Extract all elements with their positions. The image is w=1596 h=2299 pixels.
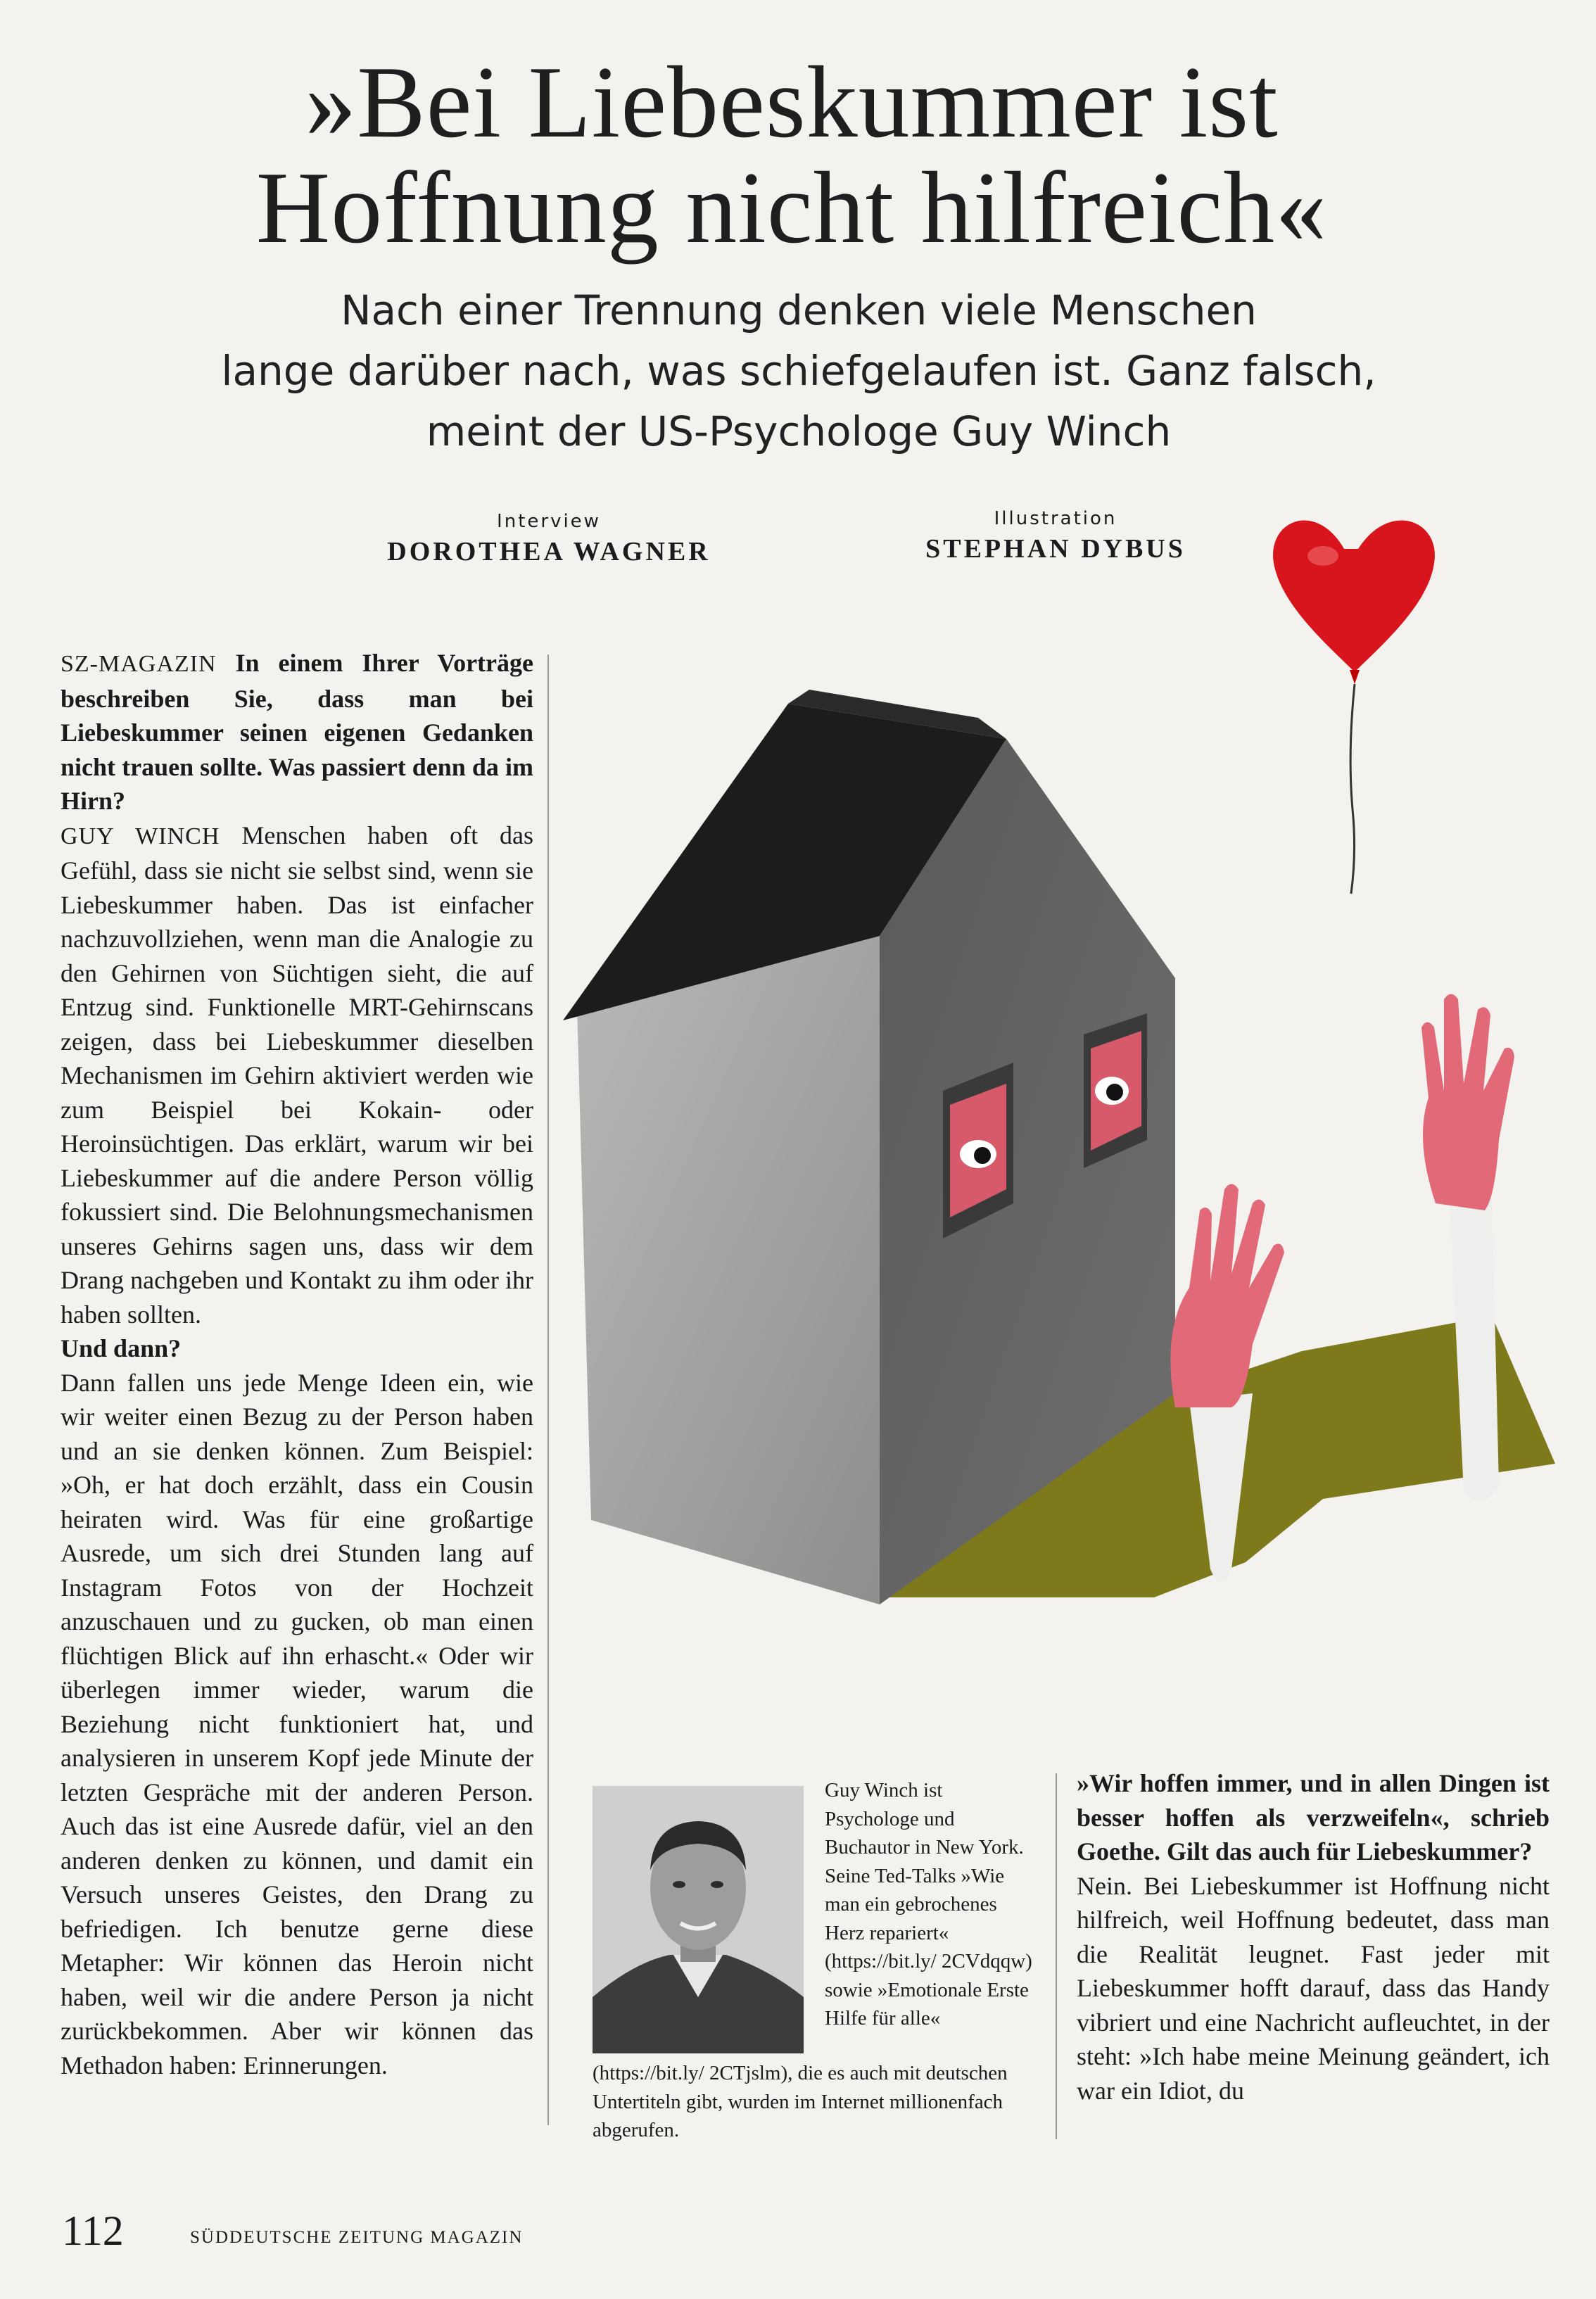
headline-line-2: Hoffnung nicht hilfreich« [255, 151, 1328, 265]
article-headline [106, 45, 1478, 265]
answer-1: Menschen haben oft das Gefühl, dass sie nicht sie selbst sind, wenn sie Liebeskummer haben. Das ist einfacher nachzuvollziehen, wenn man die Analogie zu den Gehirnen von Süchtigen sieht, die auf Entzug sind. Funktionelle MRT-Gehirnscans zeigen, dass bei Liebeskummer dieselben Mechanismen im Gehirn aktiviert werden wie zum Beispiel bei Kokain- oder Heroinsüchtigen. Das erklärt, warum wir bei Liebeskummer auf die andere Person völlig fokussiert sind. Die Belohnungsmechanismen unseres Gehirns sagen uns, dass wir dem Drang nachgeben und Kontakt zu ihm oder ihr haben sollten. [61, 821, 534, 1329]
photo-caption-side: Guy Winch ist Psychologe und Buchautor in New York. Seine Ted-Talks »Wie man ein gebrochenes Herz repariert« (https://bit.ly/ 2CVdqqw) sowie »Emotionale Erste Hilfe für alle« [825, 1779, 1032, 2029]
answer-2: Dann fallen uns jede Menge Ideen ein, wie wir weiter einen Bezug zu der Person haben und an sie denken können. Zum Beispiel: »Oh, er hat doch erzählt, dass ein Cousin heiraten wird. Was für eine großartige Ausrede, um sich drei Stunden lang auf Instagram Fotos von der Hochzeit anzuschauen und zu gucken, ob man einen flüchtigen Blick auf ihn erhascht.« Oder wir überlegen immer wieder, warum die Beziehung nicht funktioniert hat, und analysieren in unserem Kopf jede Minute der letzten Gespräche mit der anderen Person. Auch das ist eine Ausrede dafür, viel an den anderen denken zu können, und damit ein Versuch unseres Geistes, den Drang zu befriedigen. Ich benutze gerne diese Metapher: Wir können das Heroin nicht haben, weil wir die andere Person ja nicht zurückbekommen. Aber wir können das Methadon haben: Erinnerungen. [61, 1368, 533, 2079]
question-1: In einem Ihrer Vorträge beschreiben Sie, dass man bei Liebeskummer seinen eigenen Gedanken nicht trauen sollte. Was passiert denn da im Hirn? [61, 649, 533, 815]
photo-caption-bottom: (https://bit.ly/ 2CTjslm), die es auch mit deutschen Untertiteln gibt, wurden im Internet millionenfach abgerufen. [593, 2062, 1008, 2141]
author-photo [593, 1786, 804, 2053]
house-illustration [556, 486, 1562, 1738]
interview-name: DOROTHEA WAGNER [387, 537, 711, 566]
subheadline-line-2: lange darüber nach, was schiefgelaufen ist. Ganz falsch, [221, 347, 1376, 395]
magazine-name: SÜDDEUTSCHE ZEITUNG MAGAZIN [190, 2228, 524, 2247]
right-pupil [1106, 1084, 1123, 1101]
article-right-column [1077, 1766, 1550, 2108]
heart-balloon [1273, 521, 1435, 672]
house-left-wall [577, 936, 880, 1604]
article-subheadline [84, 280, 1513, 462]
answer-3: Nein. Bei Liebeskummer ist Hoffnung nicht hilfreich, weil Hoffnung bedeutet, dass man die Realität leugnet. Fast jeder mit Liebeskummer hofft darauf, dass das Handy vibriert und eine Nachricht aufleuchtet, in der steht: »Ich habe meine Meinung geändert, ich war ein Idiot, du [1077, 1871, 1550, 2105]
illustration-name: STEPHAN DYBUS [925, 534, 1186, 564]
a1-label: GUY WINCH [61, 823, 220, 849]
subheadline-line-3: meint der US-Psychologe Guy Winch [426, 407, 1172, 455]
balloon-knot [1350, 670, 1360, 684]
page-number: 112 [62, 2208, 124, 2254]
left-pupil [974, 1147, 991, 1164]
column-divider-right [1056, 1773, 1057, 2139]
subheadline-line-1: Nach einer Trennung denken viele Menschen [341, 286, 1257, 334]
balloon-string [1350, 684, 1355, 894]
column-divider [547, 654, 549, 2125]
question-3: »Wir hoffen immer, und in allen Dingen ist besser hoffen als verzweifeln«, schrieb Goethe. Gilt das auch für Liebeskummer? [1077, 1769, 1550, 1866]
raised-hand [1421, 994, 1514, 1211]
headline-line-1: »Bei Liebeskummer ist [305, 45, 1279, 159]
balloon-highlight [1307, 546, 1338, 566]
illustration-role: Illustration [994, 508, 1117, 529]
article-left-column [61, 646, 533, 2082]
interview-role: Interview [497, 511, 601, 532]
question-2: Und dann? [61, 1334, 182, 1362]
q1-label: SZ-MAGAZIN [61, 651, 217, 677]
